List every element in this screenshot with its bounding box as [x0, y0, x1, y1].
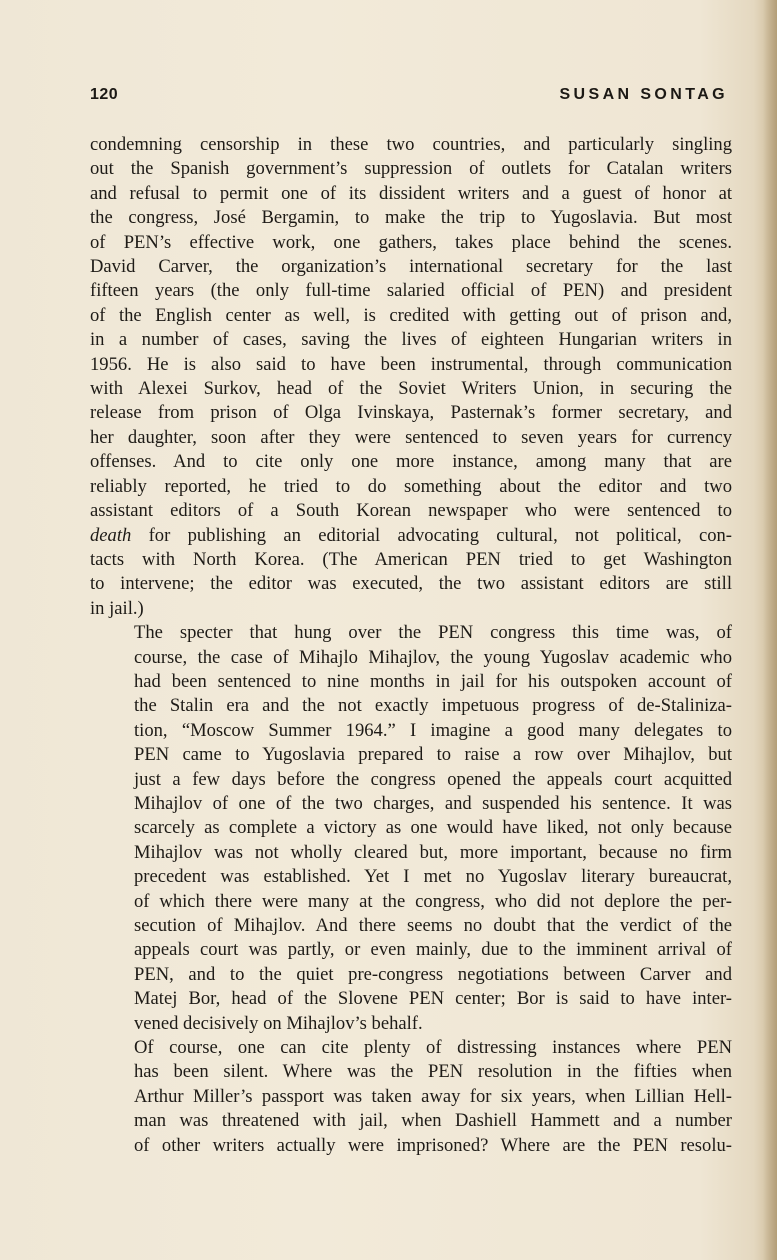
- text-line: secution of Mihajlov. And there seems no doubt that the verdict of the: [134, 915, 732, 936]
- italic-text: death: [90, 524, 132, 546]
- text-line: tion, “Moscow Summer 1964.” I imagine a good many delegates to: [134, 719, 732, 741]
- text-line: precedent was established. Yet I met no Yugoslav literary bureaucrat,: [134, 866, 732, 888]
- text-line: course, the case of Mihajlo Mihajlov, the young Yugoslav academic who: [134, 646, 732, 668]
- text-line: vened decisively on Mihajlov’s behalf.: [134, 1012, 423, 1034]
- text-line: reliably reported, he tried to do something about the editor and two: [90, 475, 732, 497]
- text-line: condemning censorship in these two countries, and particularly singling: [90, 134, 732, 155]
- text-line: in a number of cases, saving the lives of eighteen Hungarian writers in: [90, 329, 732, 351]
- text-line: Of course, one can cite plenty of distressing instances where PEN: [134, 1037, 732, 1059]
- text-line: and refusal to permit one of its dissident writers and a guest of honor at: [90, 182, 732, 204]
- text-line: of which there were many at the congress, who did not deplore the per-: [134, 890, 732, 912]
- paragraph: [90, 1036, 732, 1158]
- text-line: Mihajlov was not wholly cleared but, more important, because no firm: [134, 841, 732, 863]
- body-text: [90, 133, 732, 1158]
- running-head: SUSAN SONTAG: [559, 86, 728, 103]
- text-line: appeals court was partly, or even mainly, due to the imminent arrival of: [134, 939, 732, 961]
- text-line: in jail.): [90, 597, 144, 619]
- text-line: to intervene; the editor was executed, the two assistant editors are still: [90, 573, 732, 595]
- text-line: release from prison of Olga Ivinskaya, Pasternak’s former secretary, and: [90, 402, 732, 424]
- text-line: of the English center as well, is credited with getting out of prison and,: [90, 304, 732, 326]
- text-line: offenses. And to cite only one more instance, among many that are: [90, 451, 732, 473]
- text-line: of PEN’s effective work, one gathers, takes place behind the scenes.: [90, 231, 732, 253]
- text-line: PEN, and to the quiet pre-congress negotiations between Carver and: [134, 963, 732, 985]
- text-line: tacts with North Korea. (The American PEN tried to get Washington: [90, 548, 732, 570]
- text-line: the congress, José Bergamin, to make the trip to Yugoslavia. But most: [90, 207, 732, 229]
- text-line: scarcely as complete a victory as one would have liked, not only because: [134, 817, 732, 839]
- text-line: Matej Bor, head of the Slovene PEN center; Bor is said to have inter-: [134, 988, 732, 1010]
- text-line: PEN came to Yugoslavia prepared to raise a row over Mihajlov, but: [134, 744, 732, 766]
- page-number: 120: [90, 86, 119, 103]
- page-edge-shadow: [763, 0, 777, 1260]
- paragraph: [90, 621, 732, 1036]
- text-line: Arthur Miller’s passport was taken away for six years, when Lillian Hell-: [134, 1085, 732, 1107]
- text-line: man was threatened with jail, when Dashiell Hammett and a number: [134, 1110, 732, 1132]
- text-line: has been silent. Where was the PEN resolution in the fifties when: [134, 1061, 732, 1083]
- text-line: David Carver, the organization’s international secretary for the last: [90, 256, 732, 278]
- text-line: had been sentenced to nine months in jail for his outspoken account of: [134, 670, 732, 692]
- text-line: her daughter, soon after they were sentenced to seven years for currency: [90, 426, 732, 448]
- text-line: assistant editors of a South Korean newspaper who were sentenced to: [90, 500, 732, 522]
- text-line: of other writers actually were imprisoned? Where are the PEN resolu-: [134, 1134, 732, 1156]
- text-line: The specter that hung over the PEN congress this time was, of: [134, 622, 732, 644]
- text-line: death for publishing an editorial advocating cultural, not political, con-: [90, 524, 732, 546]
- text-line: just a few days before the congress opened the appeals court acquitted: [134, 768, 732, 790]
- paragraph: [90, 133, 732, 621]
- text-line: the Stalin era and the not exactly impetuous progress of de-Staliniza-: [134, 695, 732, 717]
- text-line: fifteen years (the only full-time salaried official of PEN) and president: [90, 280, 732, 302]
- text-line: 1956. He is also said to have been instrumental, through communication: [90, 353, 732, 375]
- text-line: out the Spanish government’s suppression of outlets for Catalan writers: [90, 158, 732, 180]
- text-line: Mihajlov of one of the two charges, and suspended his sentence. It was: [134, 792, 732, 814]
- page-header: [90, 86, 728, 112]
- text-line: with Alexei Surkov, head of the Soviet Writers Union, in securing the: [90, 378, 732, 400]
